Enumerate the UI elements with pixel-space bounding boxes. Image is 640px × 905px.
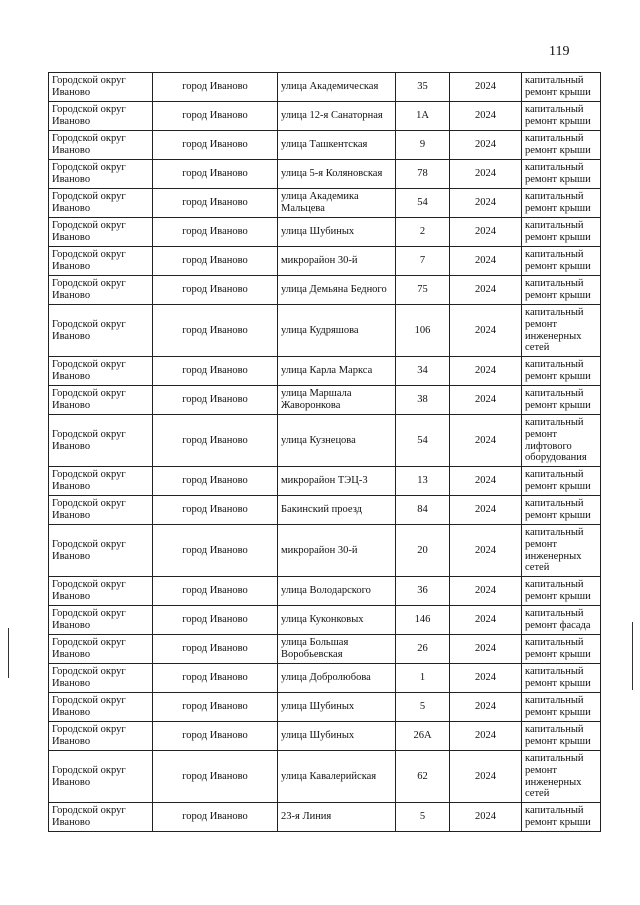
street-cell: улица Академика Мальцева — [278, 189, 396, 218]
street-cell: улица Шубиных — [278, 722, 396, 751]
work-type-cell: капитальный ремонт крыши — [522, 386, 601, 415]
street-cell: улица Демьяна Бедного — [278, 276, 396, 305]
work-type-cell: капитальный ремонт крыши — [522, 693, 601, 722]
street-cell: улица Академическая — [278, 73, 396, 102]
year-cell: 2024 — [450, 525, 522, 577]
work-type-cell: капитальный ремонт крыши — [522, 102, 601, 131]
table-row — [49, 635, 601, 664]
settlement-cell: город Иваново — [153, 218, 278, 247]
settlement-cell: город Иваново — [153, 467, 278, 496]
work-type-cell: капитальный ремонт крыши — [522, 247, 601, 276]
street-cell: улица 12-я Санаторная — [278, 102, 396, 131]
page-number: 119 — [549, 44, 570, 59]
table-row — [49, 189, 601, 218]
settlement-cell: город Иваново — [153, 305, 278, 357]
table-row — [49, 693, 601, 722]
street-cell: 23-я Линия — [278, 803, 396, 832]
municipality-cell: Городской округ Иваново — [49, 635, 153, 664]
municipality-cell: Городской округ Иваново — [49, 693, 153, 722]
margin-mark-right — [632, 622, 633, 690]
year-cell: 2024 — [450, 357, 522, 386]
settlement-cell: город Иваново — [153, 189, 278, 218]
work-type-cell: капитальный ремонт крыши — [522, 496, 601, 525]
house-number-cell: 2 — [396, 218, 450, 247]
municipality-cell: Городской округ Иваново — [49, 664, 153, 693]
street-cell: улица Володарского — [278, 577, 396, 606]
table-row — [49, 415, 601, 467]
table-row — [49, 751, 601, 803]
house-number-cell: 26А — [396, 722, 450, 751]
municipality-cell: Городской округ Иваново — [49, 722, 153, 751]
repair-register-table — [48, 72, 601, 832]
table-row — [49, 357, 601, 386]
settlement-cell: город Иваново — [153, 722, 278, 751]
street-cell: улица Ташкентская — [278, 131, 396, 160]
municipality-cell: Городской округ Иваново — [49, 189, 153, 218]
municipality-cell: Городской округ Иваново — [49, 496, 153, 525]
municipality-cell: Городской округ Иваново — [49, 606, 153, 635]
settlement-cell: город Иваново — [153, 276, 278, 305]
year-cell: 2024 — [450, 606, 522, 635]
settlement-cell: город Иваново — [153, 606, 278, 635]
house-number-cell: 36 — [396, 577, 450, 606]
house-number-cell: 84 — [396, 496, 450, 525]
table-body — [49, 73, 601, 832]
year-cell: 2024 — [450, 160, 522, 189]
year-cell: 2024 — [450, 693, 522, 722]
settlement-cell: город Иваново — [153, 160, 278, 189]
street-cell: улица Карла Маркса — [278, 357, 396, 386]
settlement-cell: город Иваново — [153, 577, 278, 606]
year-cell: 2024 — [450, 664, 522, 693]
work-type-cell: капитальный ремонт крыши — [522, 73, 601, 102]
work-type-cell: капитальный ремонт крыши — [522, 722, 601, 751]
settlement-cell: город Иваново — [153, 496, 278, 525]
work-type-cell: капитальный ремонт инженерных сетей — [522, 525, 601, 577]
table-row — [49, 305, 601, 357]
settlement-cell: город Иваново — [153, 415, 278, 467]
work-type-cell: капитальный ремонт фасада — [522, 606, 601, 635]
year-cell: 2024 — [450, 276, 522, 305]
year-cell: 2024 — [450, 189, 522, 218]
house-number-cell: 62 — [396, 751, 450, 803]
municipality-cell: Городской округ Иваново — [49, 577, 153, 606]
settlement-cell: город Иваново — [153, 635, 278, 664]
year-cell: 2024 — [450, 305, 522, 357]
work-type-cell: капитальный ремонт крыши — [522, 803, 601, 832]
table-row — [49, 525, 601, 577]
work-type-cell: капитальный ремонт крыши — [522, 218, 601, 247]
year-cell: 2024 — [450, 131, 522, 160]
house-number-cell: 54 — [396, 415, 450, 467]
street-cell: улица Добролюбова — [278, 664, 396, 693]
settlement-cell: город Иваново — [153, 386, 278, 415]
table-row — [49, 276, 601, 305]
work-type-cell: капитальный ремонт крыши — [522, 160, 601, 189]
settlement-cell: город Иваново — [153, 693, 278, 722]
work-type-cell: капитальный ремонт крыши — [522, 131, 601, 160]
table-row — [49, 160, 601, 189]
settlement-cell: город Иваново — [153, 525, 278, 577]
street-cell: улица Маршала Жаворонкова — [278, 386, 396, 415]
settlement-cell: город Иваново — [153, 131, 278, 160]
house-number-cell: 7 — [396, 247, 450, 276]
house-number-cell: 5 — [396, 693, 450, 722]
municipality-cell: Городской округ Иваново — [49, 247, 153, 276]
year-cell: 2024 — [450, 102, 522, 131]
street-cell: улица Кудряшова — [278, 305, 396, 357]
house-number-cell: 9 — [396, 131, 450, 160]
house-number-cell: 54 — [396, 189, 450, 218]
municipality-cell: Городской округ Иваново — [49, 73, 153, 102]
margin-mark-left — [8, 628, 9, 678]
year-cell: 2024 — [450, 73, 522, 102]
table-row — [49, 664, 601, 693]
table-row — [49, 606, 601, 635]
municipality-cell: Городской округ Иваново — [49, 525, 153, 577]
year-cell: 2024 — [450, 415, 522, 467]
work-type-cell: капитальный ремонт крыши — [522, 664, 601, 693]
house-number-cell: 1 — [396, 664, 450, 693]
house-number-cell: 35 — [396, 73, 450, 102]
municipality-cell: Городской округ Иваново — [49, 386, 153, 415]
house-number-cell: 34 — [396, 357, 450, 386]
street-cell: улица Большая Воробьевская — [278, 635, 396, 664]
house-number-cell: 1А — [396, 102, 450, 131]
table-row — [49, 218, 601, 247]
municipality-cell: Городской округ Иваново — [49, 357, 153, 386]
year-cell: 2024 — [450, 803, 522, 832]
table-row — [49, 386, 601, 415]
settlement-cell: город Иваново — [153, 664, 278, 693]
street-cell: улица Кавалерийская — [278, 751, 396, 803]
house-number-cell: 75 — [396, 276, 450, 305]
settlement-cell: город Иваново — [153, 102, 278, 131]
settlement-cell: город Иваново — [153, 73, 278, 102]
year-cell: 2024 — [450, 467, 522, 496]
house-number-cell: 78 — [396, 160, 450, 189]
settlement-cell: город Иваново — [153, 751, 278, 803]
settlement-cell: город Иваново — [153, 803, 278, 832]
year-cell: 2024 — [450, 247, 522, 276]
work-type-cell: капитальный ремонт крыши — [522, 635, 601, 664]
settlement-cell: город Иваново — [153, 247, 278, 276]
house-number-cell: 20 — [396, 525, 450, 577]
year-cell: 2024 — [450, 577, 522, 606]
house-number-cell: 5 — [396, 803, 450, 832]
street-cell: микрорайон ТЭЦ-3 — [278, 467, 396, 496]
year-cell: 2024 — [450, 386, 522, 415]
table-row — [49, 577, 601, 606]
work-type-cell: капитальный ремонт крыши — [522, 577, 601, 606]
table-row — [49, 467, 601, 496]
municipality-cell: Городской округ Иваново — [49, 803, 153, 832]
work-type-cell: капитальный ремонт крыши — [522, 357, 601, 386]
municipality-cell: Городской округ Иваново — [49, 160, 153, 189]
work-type-cell: капитальный ремонт крыши — [522, 189, 601, 218]
house-number-cell: 146 — [396, 606, 450, 635]
year-cell: 2024 — [450, 722, 522, 751]
street-cell: микрорайон 30-й — [278, 525, 396, 577]
street-cell: микрорайон 30-й — [278, 247, 396, 276]
work-type-cell: капитальный ремонт инженерных сетей — [522, 305, 601, 357]
municipality-cell: Городской округ Иваново — [49, 218, 153, 247]
house-number-cell: 13 — [396, 467, 450, 496]
table-row — [49, 73, 601, 102]
house-number-cell: 26 — [396, 635, 450, 664]
table-row — [49, 247, 601, 276]
work-type-cell: капитальный ремонт крыши — [522, 467, 601, 496]
table-row — [49, 131, 601, 160]
work-type-cell: капитальный ремонт инженерных сетей — [522, 751, 601, 803]
house-number-cell: 106 — [396, 305, 450, 357]
municipality-cell: Городской округ Иваново — [49, 751, 153, 803]
municipality-cell: Городской округ Иваново — [49, 276, 153, 305]
street-cell: улица Шубиных — [278, 693, 396, 722]
municipality-cell: Городской округ Иваново — [49, 467, 153, 496]
street-cell: улица Куконковых — [278, 606, 396, 635]
municipality-cell: Городской округ Иваново — [49, 131, 153, 160]
table-row — [49, 722, 601, 751]
work-type-cell: капитальный ремонт крыши — [522, 276, 601, 305]
year-cell: 2024 — [450, 751, 522, 803]
street-cell: улица Шубиных — [278, 218, 396, 247]
house-number-cell: 38 — [396, 386, 450, 415]
table-row — [49, 102, 601, 131]
table-row — [49, 803, 601, 832]
street-cell: Бакинский проезд — [278, 496, 396, 525]
year-cell: 2024 — [450, 218, 522, 247]
year-cell: 2024 — [450, 496, 522, 525]
municipality-cell: Городской округ Иваново — [49, 415, 153, 467]
year-cell: 2024 — [450, 635, 522, 664]
table-row — [49, 496, 601, 525]
street-cell: улица 5-я Коляновская — [278, 160, 396, 189]
street-cell: улица Кузнецова — [278, 415, 396, 467]
settlement-cell: город Иваново — [153, 357, 278, 386]
work-type-cell: капитальный ремонт лифтового оборудования — [522, 415, 601, 467]
municipality-cell: Городской округ Иваново — [49, 102, 153, 131]
municipality-cell: Городской округ Иваново — [49, 305, 153, 357]
